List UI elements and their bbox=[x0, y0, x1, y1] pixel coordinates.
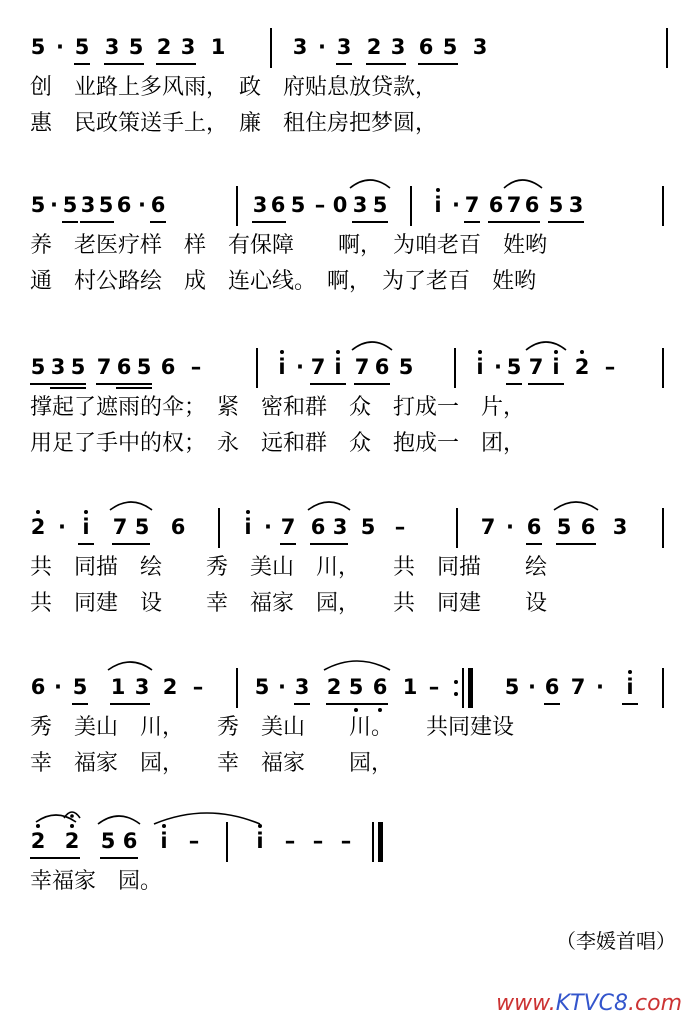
lyric-verse-1: 养 老医疗样 样 有保障 啊， 为咱老百 姓哟 bbox=[30, 233, 548, 258]
slur-mark bbox=[306, 498, 352, 512]
slur-mark bbox=[348, 176, 392, 190]
slur-mark bbox=[106, 658, 154, 672]
bar-line bbox=[662, 348, 664, 388]
beam-underline bbox=[354, 383, 390, 385]
bar-line bbox=[468, 668, 473, 708]
note-glyph: 6 bbox=[160, 355, 176, 379]
note-glyph: 6 bbox=[488, 193, 504, 217]
slur-mark bbox=[96, 812, 142, 826]
bar-line bbox=[236, 186, 238, 226]
beam-underline bbox=[556, 543, 596, 545]
note-glyph: 6 bbox=[526, 515, 542, 539]
beam-underline bbox=[418, 63, 458, 65]
note-glyph: 3 bbox=[50, 355, 66, 379]
note-glyph: i bbox=[434, 193, 442, 217]
note-glyph: – bbox=[190, 355, 202, 379]
note-glyph: 3 bbox=[292, 35, 308, 59]
note-glyph: · bbox=[596, 675, 604, 699]
beam-underline bbox=[156, 63, 196, 65]
note-glyph: i bbox=[334, 355, 342, 379]
note-glyph: 3 bbox=[472, 35, 488, 59]
note-glyph: 2 bbox=[156, 35, 172, 59]
octave-dot bbox=[36, 510, 40, 514]
note-glyph: 3 bbox=[568, 193, 584, 217]
note-glyph: 3 bbox=[352, 193, 368, 217]
beam-underline bbox=[74, 63, 90, 65]
octave-dot bbox=[628, 670, 632, 674]
slur-mark bbox=[502, 176, 544, 190]
lyric-verse-2: 共 同建 设 幸 福家 园， 共 同建 设 bbox=[30, 591, 548, 616]
note-glyph: 5 bbox=[74, 35, 90, 59]
note-glyph: 3 bbox=[180, 35, 196, 59]
notation-line bbox=[30, 512, 675, 550]
octave-dot bbox=[354, 708, 358, 712]
beam-underline bbox=[488, 221, 540, 223]
beam-underline bbox=[116, 387, 152, 389]
note-glyph: 5 bbox=[128, 35, 144, 59]
note-glyph: i bbox=[476, 355, 484, 379]
beam-underline bbox=[78, 543, 94, 545]
note-glyph: 0 bbox=[332, 193, 348, 217]
bar-line bbox=[462, 668, 464, 708]
beam-underline bbox=[336, 63, 352, 65]
note-glyph: – bbox=[314, 193, 326, 217]
beam-underline bbox=[366, 63, 406, 65]
note-glyph: 3 bbox=[336, 35, 352, 59]
beam-underline bbox=[96, 383, 152, 385]
note-glyph: 7 bbox=[528, 355, 544, 379]
note-glyph: 6 bbox=[524, 193, 540, 217]
note-glyph: · bbox=[54, 675, 62, 699]
beam-underline bbox=[80, 221, 114, 223]
note-glyph: 5 bbox=[442, 35, 458, 59]
note-glyph: 6 bbox=[170, 515, 186, 539]
beam-underline bbox=[506, 383, 522, 385]
note-glyph: – bbox=[284, 829, 296, 853]
note-glyph: · bbox=[264, 515, 272, 539]
note-glyph: 2 bbox=[366, 35, 382, 59]
note-glyph: · bbox=[58, 515, 66, 539]
lyric-verse-1: 共 同描 绘 秀 美山 川， 共 同描 绘 bbox=[30, 555, 548, 580]
note-glyph: 6 bbox=[116, 355, 132, 379]
note-glyph: · bbox=[138, 193, 146, 217]
octave-dot bbox=[378, 708, 382, 712]
note-glyph: 6 bbox=[544, 675, 560, 699]
note-glyph: 2 bbox=[30, 829, 46, 853]
beam-underline bbox=[326, 703, 388, 705]
octave-dot bbox=[246, 510, 250, 514]
octave-dot bbox=[436, 188, 440, 192]
octave-dot bbox=[280, 350, 284, 354]
note-glyph: 3 bbox=[294, 675, 310, 699]
lyric-verse-2: 幸 福家 园， 幸 福家 园， bbox=[30, 751, 394, 776]
note-glyph: 6 bbox=[310, 515, 326, 539]
note-glyph: 6 bbox=[418, 35, 434, 59]
note-glyph: 2 bbox=[30, 515, 46, 539]
note-glyph: 6 bbox=[150, 193, 166, 217]
note-glyph: i bbox=[552, 355, 560, 379]
note-glyph: 5 bbox=[70, 355, 86, 379]
note-glyph: – bbox=[394, 515, 406, 539]
note-glyph: · bbox=[50, 193, 58, 217]
note-glyph: – bbox=[188, 829, 200, 853]
beam-underline bbox=[30, 857, 80, 859]
note-glyph: 2 bbox=[64, 829, 80, 853]
beam-underline bbox=[104, 63, 144, 65]
beam-underline bbox=[294, 703, 310, 705]
beam-underline bbox=[310, 383, 346, 385]
notation-line bbox=[30, 672, 675, 710]
note-glyph: 7 bbox=[310, 355, 326, 379]
note-glyph: 5 bbox=[290, 193, 306, 217]
note-glyph: 7 bbox=[112, 515, 128, 539]
beam-underline bbox=[110, 703, 150, 705]
note-glyph: 5 bbox=[30, 35, 46, 59]
bar-line bbox=[456, 508, 458, 548]
note-glyph: 5 bbox=[254, 675, 270, 699]
note-glyph: 7 bbox=[464, 193, 480, 217]
note-glyph: 6 bbox=[122, 829, 138, 853]
note-glyph: · bbox=[494, 355, 502, 379]
note-glyph: 2 bbox=[162, 675, 178, 699]
note-glyph: 6 bbox=[580, 515, 596, 539]
slur-mark bbox=[552, 498, 600, 512]
note-glyph: – bbox=[312, 829, 324, 853]
lyric-verse-2: 用足了手中的权； 永 远和群 众 抱成一 团， bbox=[30, 431, 526, 456]
note-glyph: 1 bbox=[402, 675, 418, 699]
note-glyph: · bbox=[506, 515, 514, 539]
note-glyph: 5 bbox=[62, 193, 78, 217]
octave-dot bbox=[454, 680, 458, 684]
beam-underline bbox=[72, 703, 88, 705]
watermark-suffix: .com bbox=[628, 991, 682, 1016]
bar-line bbox=[454, 348, 456, 388]
note-glyph: – bbox=[428, 675, 440, 699]
note-glyph: 3 bbox=[332, 515, 348, 539]
note-glyph: 7 bbox=[506, 193, 522, 217]
bar-line bbox=[372, 822, 374, 862]
note-glyph: 5 bbox=[504, 675, 520, 699]
octave-dot bbox=[36, 824, 40, 828]
lyric-verse-2: 惠 民政策送手上， 廉 租住房把梦圆， bbox=[30, 111, 438, 136]
note-glyph: 7 bbox=[570, 675, 586, 699]
note-glyph: 5 bbox=[72, 675, 88, 699]
bar-line bbox=[378, 822, 383, 862]
note-glyph: 6 bbox=[270, 193, 286, 217]
beam-underline bbox=[280, 543, 296, 545]
note-glyph: 5 bbox=[134, 515, 150, 539]
note-glyph: i bbox=[626, 675, 634, 699]
note-glyph: 6 bbox=[374, 355, 390, 379]
note-glyph: · bbox=[278, 675, 286, 699]
beam-underline bbox=[622, 703, 638, 705]
bar-line bbox=[666, 28, 668, 68]
notation-line bbox=[30, 32, 675, 70]
octave-dot bbox=[70, 824, 74, 828]
beam-underline bbox=[310, 543, 348, 545]
beam-underline bbox=[50, 387, 86, 389]
note-glyph: 2 bbox=[326, 675, 342, 699]
note-glyph: 7 bbox=[96, 355, 112, 379]
note-glyph: 5 bbox=[30, 355, 46, 379]
note-glyph: 5 bbox=[100, 829, 116, 853]
octave-dot bbox=[84, 510, 88, 514]
note-glyph: 5 bbox=[556, 515, 572, 539]
note-glyph: – bbox=[340, 829, 352, 853]
note-glyph: 7 bbox=[354, 355, 370, 379]
slur-mark bbox=[322, 658, 392, 672]
lyric-verse-1: 创 业路上多风雨， 政 府贴息放贷款， bbox=[30, 75, 438, 100]
note-glyph: · bbox=[56, 35, 64, 59]
beam-underline bbox=[526, 543, 542, 545]
slur-mark bbox=[524, 338, 568, 352]
note-glyph: 1 bbox=[110, 675, 126, 699]
notation-line bbox=[30, 190, 675, 228]
lyric-verse-2: 通 村公路绘 成 连心线。 啊， 为了老百 姓哟 bbox=[30, 269, 537, 294]
note-glyph: 5 bbox=[548, 193, 564, 217]
beam-underline bbox=[252, 221, 286, 223]
beam-underline bbox=[30, 383, 86, 385]
note-glyph: 3 bbox=[612, 515, 628, 539]
note-glyph: · bbox=[318, 35, 326, 59]
beam-underline bbox=[544, 703, 560, 705]
lyric-verse-1: 撑起了遮雨的伞； 紧 密和群 众 打成一 片， bbox=[30, 395, 526, 420]
beam-underline bbox=[100, 857, 138, 859]
note-glyph: 5 bbox=[136, 355, 152, 379]
slur-mark bbox=[350, 338, 394, 352]
note-glyph: 5 bbox=[30, 193, 46, 217]
note-glyph: 7 bbox=[480, 515, 496, 539]
note-glyph: 5 bbox=[360, 515, 376, 539]
note-glyph: 5 bbox=[372, 193, 388, 217]
note-glyph: 3 bbox=[104, 35, 120, 59]
bar-line bbox=[410, 186, 412, 226]
note-glyph: · bbox=[528, 675, 536, 699]
note-glyph: i bbox=[256, 829, 264, 853]
octave-dot bbox=[454, 692, 458, 696]
note-glyph: 3 bbox=[390, 35, 406, 59]
beam-underline bbox=[112, 543, 150, 545]
slur-mark bbox=[34, 810, 80, 824]
notation-line bbox=[30, 352, 675, 390]
note-glyph: i bbox=[244, 515, 252, 539]
slur-mark bbox=[152, 810, 262, 826]
beam-underline bbox=[150, 221, 166, 223]
note-glyph: 5 bbox=[398, 355, 414, 379]
note-glyph: i bbox=[82, 515, 90, 539]
bar-line bbox=[662, 186, 664, 226]
note-glyph: 6 bbox=[116, 193, 132, 217]
bar-line bbox=[218, 508, 220, 548]
note-glyph: · bbox=[296, 355, 304, 379]
watermark-brand: KTVC8 bbox=[555, 991, 629, 1016]
note-glyph: – bbox=[604, 355, 616, 379]
lyric-verse-1: 秀 美山 川， 秀 美山 川。 共同建设 bbox=[30, 715, 515, 740]
beam-underline bbox=[548, 221, 584, 223]
note-glyph: i bbox=[278, 355, 286, 379]
note-glyph: 7 bbox=[280, 515, 296, 539]
lyric-verse-1: 幸福家 园。 bbox=[30, 869, 163, 894]
notation-line bbox=[30, 826, 675, 864]
bar-line bbox=[256, 348, 258, 388]
slur-mark bbox=[108, 498, 154, 512]
bar-line bbox=[662, 668, 664, 708]
note-glyph: 3 bbox=[80, 193, 96, 217]
octave-dot bbox=[258, 824, 262, 828]
note-glyph: 5 bbox=[506, 355, 522, 379]
octave-dot bbox=[478, 350, 482, 354]
note-glyph: 3 bbox=[134, 675, 150, 699]
note-glyph: 5 bbox=[348, 675, 364, 699]
beam-underline bbox=[528, 383, 564, 385]
beam-underline bbox=[62, 221, 78, 223]
note-glyph: 6 bbox=[372, 675, 388, 699]
octave-dot bbox=[336, 350, 340, 354]
note-glyph: – bbox=[192, 675, 204, 699]
note-glyph: 2 bbox=[574, 355, 590, 379]
bar-line bbox=[236, 668, 238, 708]
beam-underline bbox=[464, 221, 480, 223]
beam-underline bbox=[352, 221, 388, 223]
bar-line bbox=[226, 822, 228, 862]
octave-dot bbox=[580, 350, 584, 354]
note-glyph: i bbox=[160, 829, 168, 853]
note-glyph: 3 bbox=[252, 193, 268, 217]
bar-line bbox=[662, 508, 664, 548]
note-glyph: 1 bbox=[210, 35, 226, 59]
singer-credit: （李媛首唱） bbox=[556, 929, 676, 953]
watermark bbox=[496, 991, 682, 1016]
note-glyph: 5 bbox=[98, 193, 114, 217]
bar-line bbox=[270, 28, 272, 68]
note-glyph: · bbox=[452, 193, 460, 217]
note-glyph: 6 bbox=[30, 675, 46, 699]
watermark-prefix: www. bbox=[496, 991, 556, 1016]
